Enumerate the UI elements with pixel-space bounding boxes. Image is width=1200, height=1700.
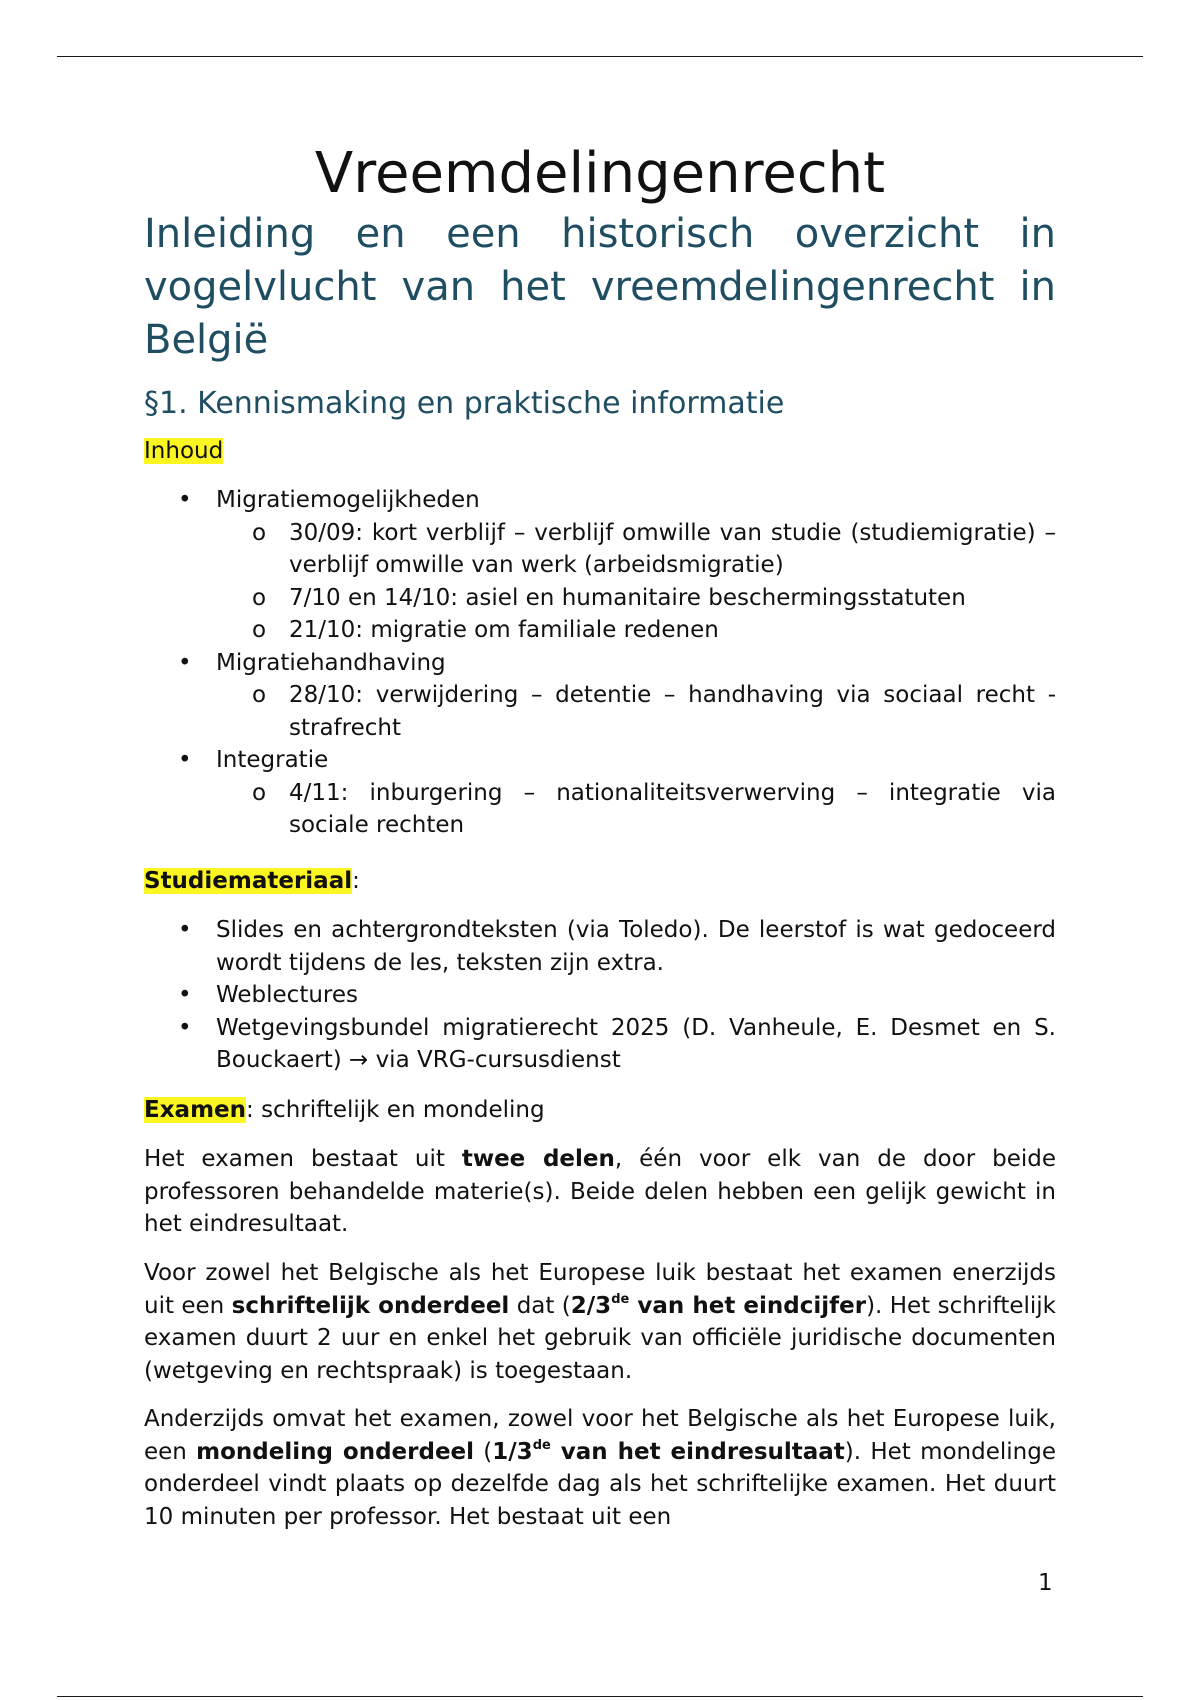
inhoud-label-line: [144, 435, 223, 468]
studiemateriaal-label: Studiemateriaal: [144, 868, 353, 894]
sub-list-item: o 28/10: verwijdering – detentie – handhaving via sociaal recht - strafrecht: [144, 679, 1056, 744]
sub-list-item: o 30/09: kort verblijf – verblijf omwille van studie (studiemigratie) – verblijf omwille van werk (arbeidsmigratie): [144, 517, 1056, 582]
examen-label-line: Examen: schriftelijk en mondeling: [144, 1097, 545, 1123]
sub-list-item: o 4/11: inburgering – nationaliteitsverwerving – integratie via sociale rechten: [144, 777, 1056, 842]
list-item: • Slides en achtergrondteksten (via Toledo). De leerstof is wat gedoceerd wordt tijdens de les, teksten zijn extra.: [144, 914, 1056, 979]
studiemateriaal-list: [144, 914, 1056, 1077]
sub-list-item: o 21/10: migratie om familiale redenen: [144, 614, 1056, 647]
paragraph-written-exam: Voor zowel het Belgische als het Europese luik bestaat het examen enerzijds uit een schriftelijk onderdeel dat (2/3de van het eindcijfer). Het schriftelijk examen duurt 2 uur en enkel het gebruik van officiële juridische documenten (wetgeving en rechtspraak) is toegestaan.: [144, 1260, 1056, 1384]
list-item: • Wetgevingsbundel migratierecht 2025 (D. Vanheule, E. Desmet en S. Bouckaert) → via VRG-cursusdienst: [144, 1012, 1056, 1077]
list-item: • Weblectures: [144, 979, 1056, 1012]
document-title: Vreemdelingenrecht: [314, 141, 886, 206]
page-number: 1: [1038, 1570, 1053, 1596]
paragraph-oral-exam: Anderzijds omvat het examen, zowel voor het Belgische als het Europese luik, een mondeling onderdeel (1/3de van het eindresultaat). Het mondelinge onderdeel vindt plaats op dezelfde dag als het schriftelijke examen. Het duurt 10 minuten per professor. Het bestaat uit een: [144, 1406, 1056, 1530]
paragraph-exam-parts: Het examen bestaat uit twee delen, één voor elk van de door beide professoren behandelde materie(s). Beide delen hebben een gelijk gewicht in het eindresultaat.: [144, 1146, 1057, 1237]
sub-list-item: o 7/10 en 14/10: asiel en humanitaire beschermingsstatuten: [144, 582, 1056, 615]
inhoud-label: Inhoud: [144, 438, 224, 464]
inhoud-list: [144, 484, 1056, 842]
chapter-title: Inleiding en een historisch overzicht in vogelvlucht van het vreemdelingenrecht in België: [144, 211, 1056, 363]
footer-rule: [57, 1696, 1143, 1697]
list-item: • Integratie o 4/11: inburgering – nationaliteitsverwerving – integratie via sociale rechten: [144, 744, 1056, 842]
examen-label: Examen: [144, 1097, 247, 1123]
section-title: §1. Kennismaking en praktische informatie: [144, 386, 785, 421]
list-item: • Migratiehandhaving o 28/10: verwijdering – detentie – handhaving via sociaal recht - strafrecht: [144, 647, 1056, 745]
studiemateriaal-label-line: Studiemateriaal:: [144, 868, 360, 894]
header-rule: [57, 56, 1143, 57]
list-item: • Migratiemogelijkheden o 30/09: kort verblijf – verblijf omwille van studie (studiemigratie) – verblijf omwille van werk (arbeidsmigratie) o 7/10 en 14/10: asiel en humanitaire beschermingsstatuten o 21/10: migratie om familiale redenen: [144, 484, 1056, 647]
